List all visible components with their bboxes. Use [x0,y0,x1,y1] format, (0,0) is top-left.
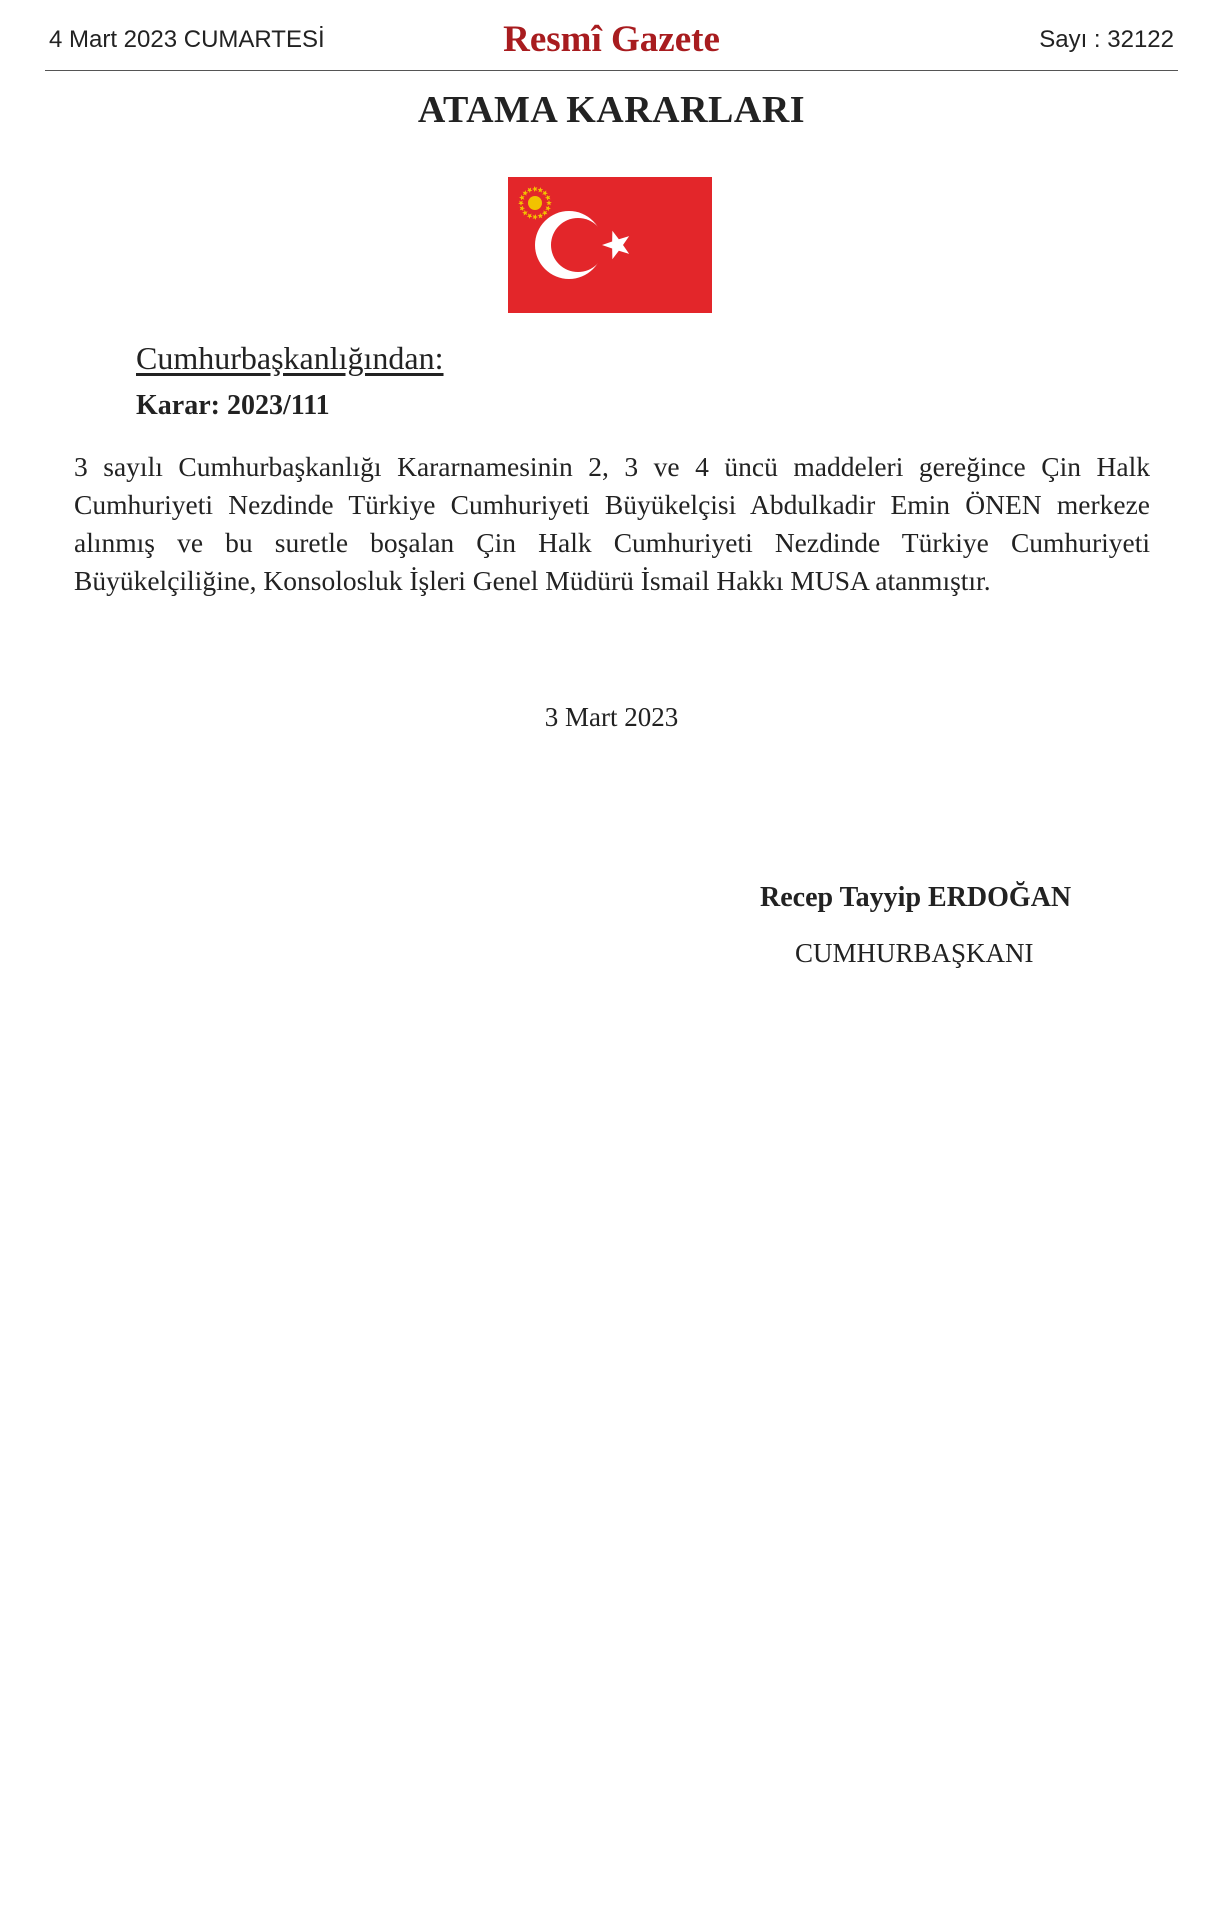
header-date: 4 Mart 2023 CUMARTESİ [49,26,325,53]
decision-body: 3 sayılı Cumhurbaşkanlığı Kararnamesinin 2, 3 ve 4 üncü maddeleri gereğince Çin Halk Cumhuriyeti Nezdinde Türkiye Cumhuriyeti Büyükelçisi Abdulkadir Emin ÖNEN merkeze alınmış ve bu suretle boşalan Çin Halk Cumhuriyeti Nezdinde Türkiye Cumhuriyeti Büyükelçiliğine, Konsolosluk İşleri Genel Müdürü İsmail Hakkı MUSA atanmıştır. [74,451,1150,596]
decision-number: Karar: 2023/111 [136,390,330,421]
signer-name: Recep Tayyip ERDOĞAN [760,882,1072,913]
signing-date: 3 Mart 2023 [544,702,679,732]
turkish-presidential-flag-icon [508,177,712,313]
page-header [45,19,1178,72]
publication-title: Resmî Gazete [503,19,720,60]
issuing-authority: Cumhurbaşkanlığından: [136,340,444,376]
signer-title: CUMHURBAŞKANI [795,938,1034,968]
header-divider [45,70,1178,71]
issue-number: Sayı : 32122 [1039,26,1174,53]
document-title: ATAMA KARARLARI [417,89,806,131]
